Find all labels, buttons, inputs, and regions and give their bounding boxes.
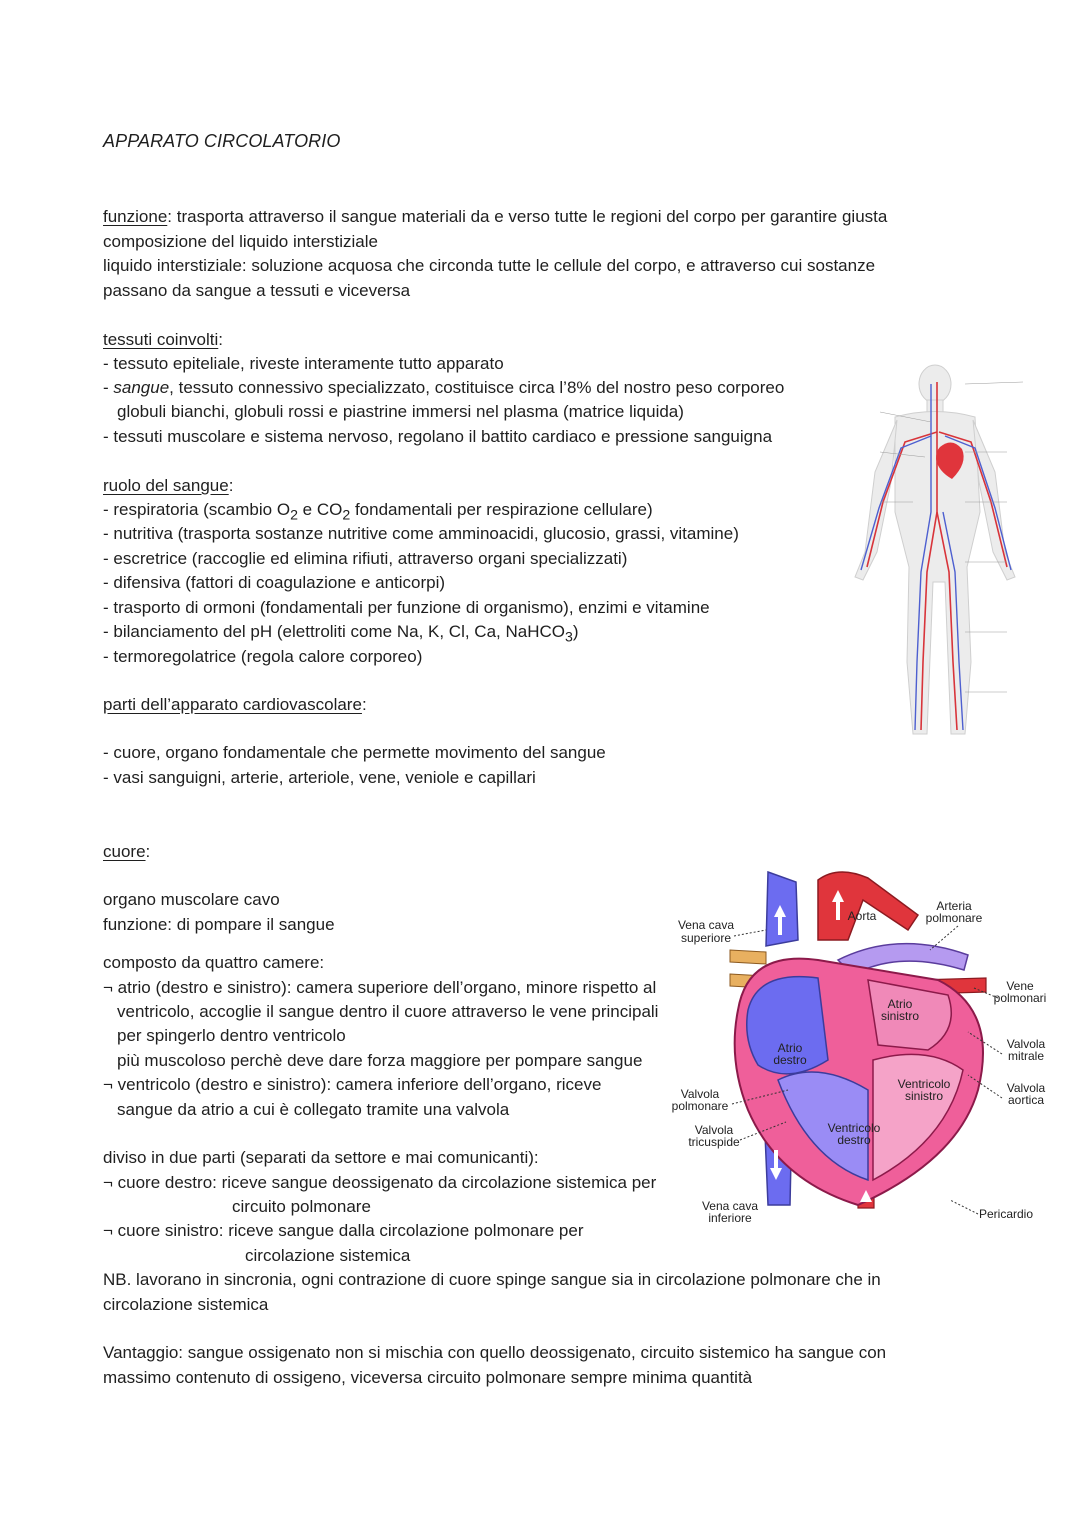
atrio-line-3: per spingerlo dentro ventricolo: [117, 1026, 346, 1045]
sinistro-line-2: circolazione sistemica: [245, 1246, 411, 1265]
ventr-line-1: ¬ ventricolo (destro e sinistro): camera inferiore dell’organo, riceve: [103, 1075, 602, 1094]
ruolo-item-2: - nutritiva (trasporta sostanze nutritive come amminoacidi, glucosio, grassi, vitamine): [103, 524, 739, 543]
cuore-line-2: funzione: di pompare il sangue: [103, 915, 335, 934]
label-valvola-aortica-1: Valvola: [1006, 1081, 1046, 1095]
tessuti-item-3: - tessuti muscolare e sistema nervoso, regolano il battito cardiaco e pressione sanguigna: [103, 427, 773, 446]
label-pericardio: Pericardio: [978, 1207, 1034, 1221]
label-vena-cava-inf-1: Vena cava: [701, 1199, 759, 1213]
ruolo-item-5: - trasporto di ormoni (fondamentali per funzione di organismo), enzimi e vitamine: [103, 598, 710, 617]
label-vene-2: polmonari: [993, 991, 1047, 1005]
ruolo-item-1-a: - respiratoria (scambio O: [103, 500, 291, 519]
aorta-vessel: [818, 872, 918, 940]
sinistro-line-1: ¬ cuore sinistro: riceve sangue dalla circolazione polmonare per: [103, 1221, 584, 1240]
label-ventr-sin-2: sinistro: [904, 1089, 944, 1103]
parti-colon: :: [361, 695, 367, 714]
ruolo-item-6-sub: 3: [565, 629, 573, 646]
ruolo-item-7: - termoregolatrice (regola calore corporeo): [103, 647, 423, 666]
label-vene-1: Vene: [1006, 979, 1034, 993]
tessuti-item-2-cont: globuli bianchi, globuli rossi e piastrine immersi nel plasma (matrice liquida): [117, 402, 684, 421]
ruolo-item-1-sub2: 2: [342, 507, 351, 524]
ruolo-heading: [103, 474, 233, 499]
label-valvola-polm-2: polmonare: [671, 1099, 729, 1113]
funzione-line-2: composizione del liquido interstiziale: [103, 232, 378, 251]
label-atrio-des-2: destro: [773, 1053, 807, 1067]
ruolo-colon: :: [228, 476, 234, 495]
circulatory-system-figure: [795, 362, 1050, 747]
ruolo-item-1-c: fondamentali per respirazione cellulare): [350, 500, 653, 519]
nb-line-2: circolazione sistemica: [103, 1295, 269, 1314]
ruolo-item-4: - difensiva (fattori di coagulazione e anticorpi): [103, 573, 446, 592]
atrio-line-1: ¬ atrio (destro e sinistro): camera superiore dell’organo, minore rispetto al: [103, 978, 657, 997]
cuore-line-1: organo muscolare cavo: [103, 890, 280, 909]
label-vena-cava-sup-1: Vena cava: [677, 918, 735, 932]
tessuti-item-2-prefix: -: [103, 378, 114, 397]
funzione-line: [103, 205, 887, 230]
parti-heading-text: parti dell’apparato cardiovascolare: [103, 695, 362, 714]
cuore-colon: :: [145, 842, 151, 861]
vantaggio-line-1: Vantaggio: sangue ossigenato non si mischia con quello deossigenato, circuito sistemico ha sangue con: [103, 1343, 887, 1362]
label-valvola-mitrale-1: Valvola: [1006, 1037, 1046, 1051]
funzione-label: funzione: [103, 207, 168, 226]
tessuti-item-2-rest: , tessuto connessivo specializzato, costituisce circa l’8% del nostro peso corporeo: [169, 378, 785, 397]
tessuti-item-2-italic: sangue: [113, 378, 170, 397]
ruolo-heading-text: ruolo del sangue: [103, 476, 229, 495]
ruolo-item-6-a: - bilanciamento del pH (elettroliti come Na, K, Cl, Ca, NaHCO: [103, 622, 565, 641]
cuore-heading-text: cuore: [103, 842, 146, 861]
label-arteria-2: polmonare: [925, 911, 983, 925]
nb-line-1: NB. lavorano in sincronia, ogni contrazione di cuore spinge sangue sia in circolazione polmonare che in: [103, 1270, 881, 1289]
ruolo-item-1-b: e CO: [297, 500, 343, 519]
parti-item-1: - cuore, organo fondamentale che permette movimento del sangue: [103, 743, 606, 762]
label-atrio-des-1: Atrio: [777, 1041, 803, 1055]
atrio-line-4: più muscoloso perchè deve dare forza maggiore per pompare sangue: [117, 1051, 643, 1070]
label-valvola-mitrale-2: mitrale: [1007, 1049, 1045, 1063]
liquido-line-1: liquido interstiziale: soluzione acquosa che circonda tutte le cellule del corpo, e attraverso cui sostanze: [103, 256, 876, 275]
heart-diagram: [668, 860, 1060, 1232]
label-ventr-des-2: destro: [837, 1133, 871, 1147]
liquido-line-2: passano da sangue a tessuti e viceversa: [103, 281, 411, 300]
destro-line-2: circuito polmonare: [232, 1197, 371, 1216]
tessuti-item-2: [103, 376, 784, 401]
tessuti-heading: [103, 328, 223, 353]
atrio-line-2: ventricolo, accoglie il sangue dentro il cuore attraverso le vene principali: [117, 1002, 659, 1021]
cuore-line-3: composto da quattro camere:: [103, 953, 325, 972]
label-vena-cava-sup-2: superiore: [680, 931, 732, 945]
label-arteria-1: Arteria: [936, 899, 972, 913]
destro-line-1: ¬ cuore destro: riceve sangue deossigenato da circolazione sistemica per: [103, 1173, 657, 1192]
parti-item-2: - vasi sanguigni, arterie, arteriole, vene, veniole e capillari: [103, 768, 536, 787]
label-ventr-des-1: Ventricolo: [827, 1121, 881, 1135]
label-valvola-tric-1: Valvola: [694, 1123, 734, 1137]
label-valvola-tric-2: tricuspide: [688, 1135, 740, 1149]
body-silhouette: [855, 365, 1015, 734]
parti-heading: [103, 693, 367, 718]
label-valvola-polm-1: Valvola: [680, 1087, 720, 1101]
label-vena-cava-inf-2: inferiore: [708, 1211, 752, 1225]
label-valvola-aortica-2: aortica: [1007, 1093, 1045, 1107]
diviso-line: diviso in due parti (separati da settore e mai comunicanti):: [103, 1148, 539, 1167]
tessuti-item-1: - tessuto epiteliale, riveste interamente tutto apparato: [103, 354, 504, 373]
label-atrio-sin-2: sinistro: [880, 1009, 920, 1023]
page-title: APPARATO CIRCOLATORIO: [103, 131, 341, 151]
tessuti-heading-text: tessuti coinvolti: [103, 330, 219, 349]
label-atrio-sin-1: Atrio: [887, 997, 913, 1011]
ruolo-item-1-sub1: 2: [290, 507, 298, 524]
ruolo-item-6-b: ): [572, 622, 579, 641]
vantaggio-line-2: massimo contenuto di ossigeno, viceversa circuito polmonare sempre minima quantità: [103, 1368, 753, 1387]
cuore-heading: [103, 840, 150, 865]
ruolo-item-3: - escretrice (raccoglie ed elimina rifiuti, attraverso organi specializzati): [103, 549, 628, 568]
funzione-text: : trasporta attraverso il sangue materiali da e verso tutte le regioni del corpo per garantire giusta: [167, 207, 888, 226]
tessuti-colon: :: [218, 330, 224, 349]
ventr-line-2: sangue da atrio a cui è collegato tramite una valvola: [117, 1100, 510, 1119]
label-ventr-sin-1: Ventricolo: [897, 1077, 951, 1091]
label-aorta: Aorta: [847, 909, 877, 923]
